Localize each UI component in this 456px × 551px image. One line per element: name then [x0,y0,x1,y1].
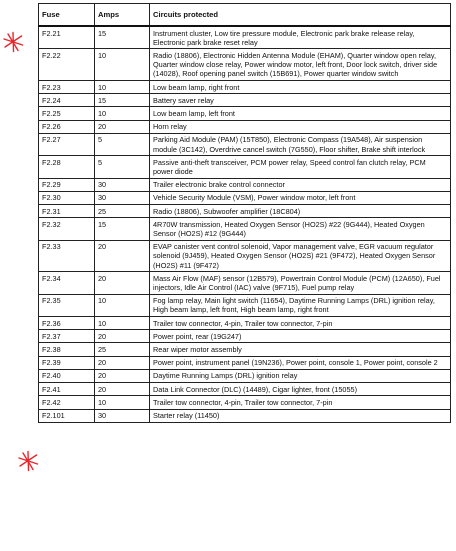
circuits-cell: Power point, rear (19G247) [150,330,451,343]
table-row [39,383,451,396]
table-row [39,94,451,107]
fuse-cell: F2.31 [39,205,95,218]
fuse-cell: F2.22 [39,49,95,81]
amps-cell: 20 [95,369,150,382]
table-row [39,317,451,330]
amps-cell: 20 [95,120,150,133]
fuse-cell: F2.30 [39,191,95,204]
amps-cell: 10 [95,49,150,81]
amps-cell: 20 [95,356,150,369]
fuse-table-sheet [38,3,450,423]
header-fuse: Fuse [39,4,95,27]
table-row [39,356,451,369]
fuse-cell: F2.41 [39,383,95,396]
fuse-cell: F2.34 [39,272,95,294]
table-row [39,218,451,240]
fuse-cell: F2.37 [39,330,95,343]
amps-cell: 15 [95,26,150,49]
fuse-cell: F2.36 [39,317,95,330]
amps-cell: 20 [95,240,150,272]
circuits-cell: Battery saver relay [150,94,451,107]
amps-cell: 10 [95,294,150,316]
header-amps: Amps [95,4,150,27]
fuse-cell: F2.38 [39,343,95,356]
circuits-cell: Vehicle Security Module (VSM), Power window motor, left front [150,191,451,204]
table-row [39,133,451,155]
fuse-cell: F2.27 [39,133,95,155]
header-circuits: Circuits protected [150,4,451,27]
amps-cell: 10 [95,396,150,409]
circuits-cell: Low beam lamp, left front [150,107,451,120]
amps-cell: 15 [95,218,150,240]
amps-cell: 5 [95,156,150,178]
circuits-cell: Horn relay [150,120,451,133]
fuse-table [38,3,451,423]
amps-cell: 25 [95,343,150,356]
amps-cell: 10 [95,317,150,330]
circuits-cell: 4R70W transmission, Heated Oxygen Sensor (HO2S) #22 (9G444), Heated Oxygen Sensor (HO2S) #12 (9G444) [150,218,451,240]
table-row [39,343,451,356]
table-row [39,369,451,382]
circuits-cell: Radio (18806), Electronic Hidden Antenna Module (EHAM), Quarter window open relay, Quarter window close relay, Power window motor, left front, Door lock switch, driver side (14028), Roof opening panel switch (15B691), Power quarter window switch [150,49,451,81]
amps-cell: 30 [95,178,150,191]
circuits-cell: EVAP canister vent control solenoid, Vapor management valve, EGR vacuum regulator solenoid (9J459), Heated Oxygen Sensor (HO2S) #21 (9F472), Heated Oxygen Sensor (HO2S) #11 (9F472) [150,240,451,272]
fuse-cell: F2.23 [39,81,95,94]
table-row [39,120,451,133]
fuse-cell: F2.24 [39,94,95,107]
asterisk-mark-icon [2,31,24,53]
asterisk-mark-icon [17,450,39,472]
fuse-cell: F2.33 [39,240,95,272]
table-row [39,107,451,120]
circuits-cell: Starter relay (11450) [150,409,451,422]
table-row [39,156,451,178]
fuse-cell: F2.28 [39,156,95,178]
circuits-cell: Power point, instrument panel (19N236), Power point, console 1, Power point, console 2 [150,356,451,369]
table-row [39,409,451,422]
table-row [39,396,451,409]
amps-cell: 20 [95,383,150,396]
table-row [39,49,451,81]
fuse-cell: F2.25 [39,107,95,120]
table-row [39,81,451,94]
amps-cell: 10 [95,107,150,120]
table-header-row [39,4,451,27]
fuse-cell: F2.39 [39,356,95,369]
amps-cell: 20 [95,272,150,294]
fuse-cell: F2.29 [39,178,95,191]
table-row [39,205,451,218]
amps-cell: 5 [95,133,150,155]
circuits-cell: Trailer tow connector, 4-pin, Trailer tow connector, 7-pin [150,396,451,409]
circuits-cell: Instrument cluster, Low tire pressure module, Electronic park brake release relay, Electronic park brake reset relay [150,26,451,49]
circuits-cell: Parking Aid Module (PAM) (15T850), Electronic Compass (19A548), Air suspension module (3C142), Overdrive cancel switch (7G550), Floor shifter, Brake shift interlock [150,133,451,155]
circuits-cell: Radio (18806), Subwoofer amplifier (18C804) [150,205,451,218]
amps-cell: 15 [95,94,150,107]
table-row [39,191,451,204]
table-row [39,294,451,316]
fuse-cell: F2.40 [39,369,95,382]
fuse-cell: F2.35 [39,294,95,316]
fuse-cell: F2.26 [39,120,95,133]
table-row [39,240,451,272]
amps-cell: 30 [95,191,150,204]
circuits-cell: Passive anti-theft transceiver, PCM power relay, Speed control fan clutch relay, PCM power diode [150,156,451,178]
circuits-cell: Low beam lamp, right front [150,81,451,94]
circuits-cell: Daytime Running Lamps (DRL) ignition relay [150,369,451,382]
fuse-cell: F2.21 [39,26,95,49]
circuits-cell: Rear wiper motor assembly [150,343,451,356]
amps-cell: 25 [95,205,150,218]
table-row [39,26,451,49]
fuse-cell: F2.42 [39,396,95,409]
circuits-cell: Trailer electronic brake control connector [150,178,451,191]
circuits-cell: Mass Air Flow (MAF) sensor (12B579), Powertrain Control Module (PCM) (12A650), Fuel injectors, Idle Air Control (IAC) valve (9F715), Fuel pump relay [150,272,451,294]
amps-cell: 20 [95,330,150,343]
fuse-cell: F2.101 [39,409,95,422]
table-row [39,272,451,294]
circuits-cell: Trailer tow connector, 4-pin, Trailer tow connector, 7-pin [150,317,451,330]
amps-cell: 30 [95,409,150,422]
circuits-cell: Data Link Connector (DLC) (14489), Cigar lighter, front (15055) [150,383,451,396]
circuits-cell: Fog lamp relay, Main light switch (11654), Daytime Running Lamps (DRL) ignition relay, High beam lamp, left front, High beam lamp, right front [150,294,451,316]
fuse-cell: F2.32 [39,218,95,240]
table-row [39,330,451,343]
table-row [39,178,451,191]
amps-cell: 10 [95,81,150,94]
